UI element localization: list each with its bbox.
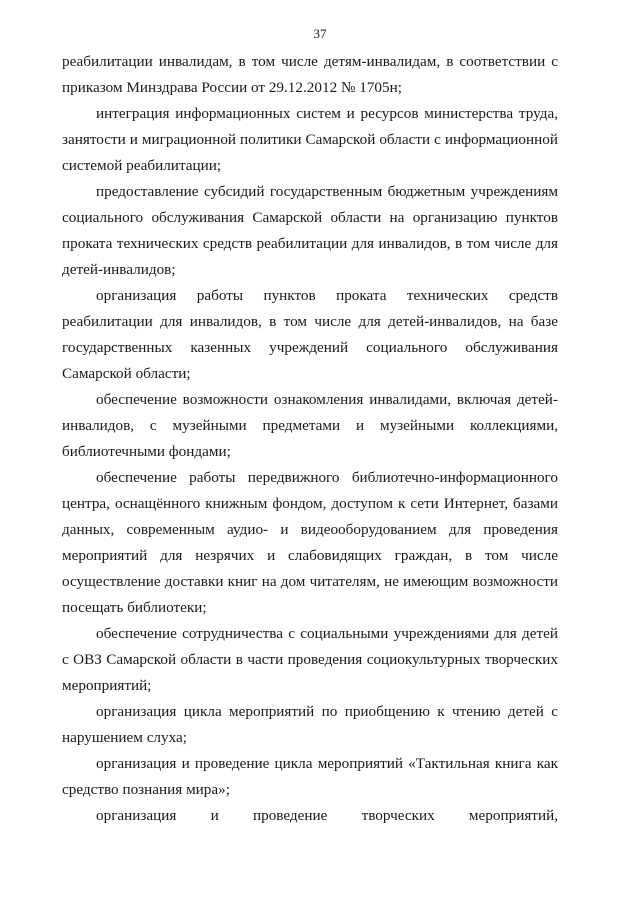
paragraph: обеспечение работы передвижного библиотечно-информационного центра, оснащённого книжным фондом, доступом к сети Интернет, базами данных, современным аудио- и видеооборудованием для проведения мероприятий для незрячих и слабовидящих граждан, в том числе осуществление доставки книг на дом читателям, не имеющим возможности посещать библиотеки; bbox=[62, 469, 558, 616]
document-body bbox=[62, 49, 558, 829]
paragraph: организация цикла мероприятий по приобщению к чтению детей с нарушением слуха; bbox=[62, 703, 558, 746]
page-number: 37 bbox=[313, 26, 327, 41]
paragraph: организация и проведение цикла мероприятий «Тактильная книга как средство познания мира»; bbox=[62, 755, 558, 798]
paragraph: организация и проведение творческих мероприятий, bbox=[96, 807, 558, 824]
paragraph: организация работы пунктов проката технических средств реабилитации для инвалидов, в том числе для детей-инвалидов, на базе государственных казенных учреждений социального обслуживания Самарской области; bbox=[62, 287, 558, 382]
paragraph: интеграция информационных систем и ресурсов министерства труда, занятости и миграционной политики Самарской области с информационной системой реабилитации; bbox=[62, 105, 558, 174]
paragraph: обеспечение возможности ознакомления инвалидами, включая детей-инвалидов, с музейными предметами и музейными коллекциями, библиотечными фондами; bbox=[62, 391, 558, 460]
paragraph: реабилитации инвалидам, в том числе детям-инвалидам, в соответствии с приказом Минздрава России от 29.12.2012 № 1705н; bbox=[62, 53, 558, 96]
paragraph: предоставление субсидий государственным бюджетным учреждениям социального обслуживания Самарской области на организацию пунктов проката технических средств реабилитации для инвалидов, в том числе для детей-инвалидов; bbox=[62, 183, 558, 278]
paragraph: обеспечение сотрудничества с социальными учреждениями для детей с ОВЗ Самарской области в части проведения социокультурных творческих мероприятий; bbox=[62, 625, 558, 694]
